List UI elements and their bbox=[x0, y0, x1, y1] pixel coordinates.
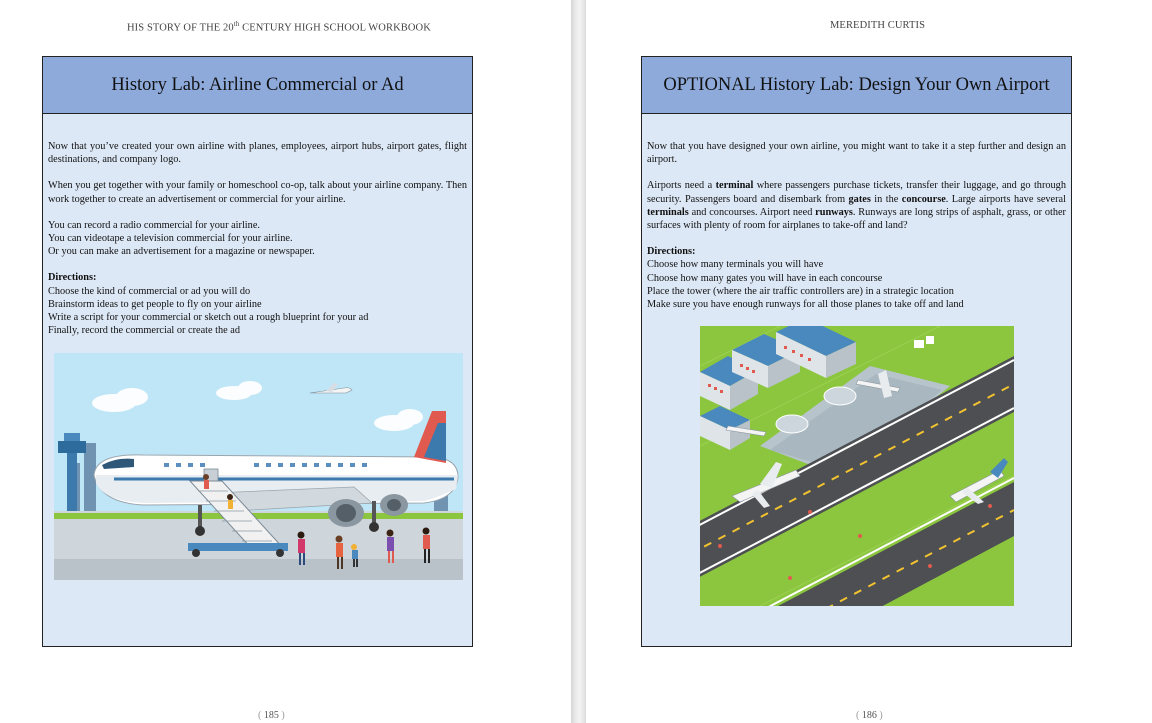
instructions-paragraph: When you get together with your family or homeschool co-op, talk about your airline company. Then work together to create an advertisement or commercial for your airline. bbox=[48, 180, 467, 205]
airliner-boarding-icon bbox=[54, 353, 463, 580]
right-page bbox=[586, 0, 1152, 723]
direction-item: Brainstorm ideas to get people to fly on your airline bbox=[48, 298, 262, 310]
page-number-left: ( 185 ) bbox=[258, 710, 285, 721]
running-head-left: HIS STORY OF THE 20th CENTURY HIGH SCHOOL WORKBOOK bbox=[127, 20, 431, 34]
lab-body bbox=[642, 114, 1071, 311]
direction-item: Choose the kind of commercial or ad you will do bbox=[48, 285, 251, 297]
intro-paragraph: Now that you have designed your own airline, you might want to take it a step further and design an airport. bbox=[647, 141, 1066, 166]
direction-item: Choose how many terminals you will have bbox=[647, 259, 824, 271]
direction-item: Make sure you have enough runways for all those planes to take off and land bbox=[647, 299, 964, 311]
isometric-airport-icon bbox=[700, 326, 1014, 606]
directions-block bbox=[48, 271, 467, 337]
isometric-airport-illustration bbox=[700, 326, 1014, 606]
direction-item: Write a script for your commercial or sketch out a rough blueprint for your ad bbox=[48, 312, 369, 324]
direction-item: Choose how many gates you will have in each concourse bbox=[647, 272, 883, 284]
options-list bbox=[48, 219, 467, 259]
direction-item: Place the tower (where the air traffic controllers are) in a strategic location bbox=[647, 285, 954, 297]
page-number-right: ( 186 ) bbox=[856, 710, 883, 721]
running-head-right: MEREDITH CURTIS bbox=[830, 20, 926, 31]
airliner-boarding-illustration bbox=[54, 353, 463, 580]
lab-title: History Lab: Airline Commercial or Ad bbox=[43, 57, 472, 114]
intro-paragraph: Now that you’ve created your own airline with planes, employees, airport hubs, airport gates, flight destinations, and company logo. bbox=[48, 141, 467, 166]
option-item: You can record a radio commercial for your airline. bbox=[48, 219, 260, 231]
directions-heading: Directions: bbox=[647, 246, 696, 258]
directions-block bbox=[647, 245, 1066, 311]
direction-item: Finally, record the commercial or create the ad bbox=[48, 325, 241, 337]
option-item: Or you can make an advertisement for a magazine or newspaper. bbox=[48, 246, 315, 258]
airport-description-paragraph: Airports need a terminal where passengers purchase tickets, transfer their luggage, and go through security. Passengers board and disembark from gates in the concourse. Large airports have several terminals and concourses. Airport need runways. Runways are long strips of asphalt, grass, or other surfaces with plenty of room for airplanes to take-off and land? bbox=[647, 180, 1066, 232]
lab-title: OPTIONAL History Lab: Design Your Own Airport bbox=[642, 57, 1071, 114]
directions-heading: Directions: bbox=[48, 272, 97, 284]
option-item: You can videotape a television commercial for your airline. bbox=[48, 233, 293, 245]
book-gutter bbox=[571, 0, 586, 723]
left-page bbox=[0, 0, 571, 723]
lab-body bbox=[43, 114, 472, 337]
